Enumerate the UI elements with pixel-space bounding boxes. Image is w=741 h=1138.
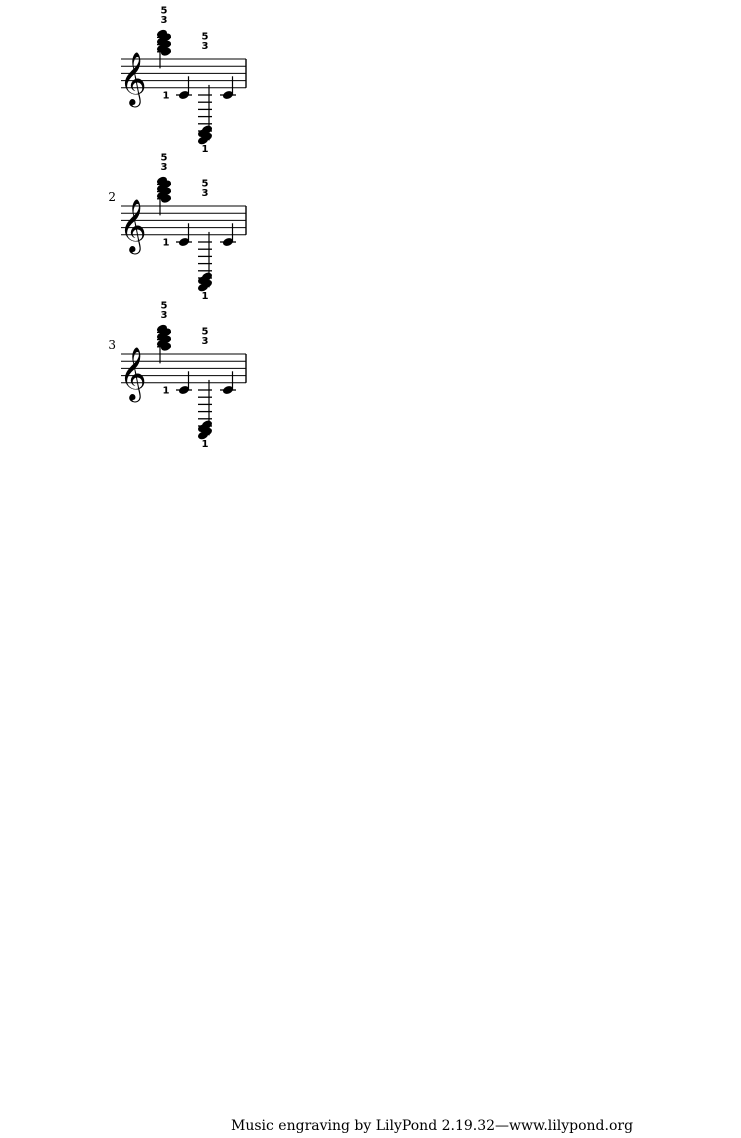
fingering: 3 — [160, 15, 168, 26]
fingering: 5 — [160, 300, 168, 312]
staff-system — [108, 301, 246, 450]
fingering: 1 — [162, 385, 170, 397]
fingering: 3 — [160, 162, 168, 173]
fingering: 5 — [201, 326, 209, 338]
fingering: 3 — [201, 335, 209, 347]
fingering: 3 — [201, 40, 209, 52]
staff-system — [119, 6, 246, 155]
engraving-credit: Music engraving by LilyPond 2.19.32—www.lilypond.org — [231, 1118, 634, 1134]
fingering: 1 — [162, 237, 170, 249]
fingering: 3 — [160, 310, 168, 321]
fingering: 3 — [201, 187, 209, 199]
fingering: 1 — [201, 438, 209, 450]
fingering: 5 — [201, 178, 209, 190]
fingering: 1 — [201, 290, 209, 302]
staff-system — [108, 153, 246, 302]
system-number: 2 — [108, 190, 116, 204]
treble-clef: 𝄞 — [119, 50, 147, 105]
treble-clef: 𝄞 — [119, 197, 147, 252]
fingering: 1 — [201, 143, 209, 155]
system-number: 3 — [108, 338, 116, 352]
treble-clef: 𝄞 — [119, 345, 147, 400]
fingering: 5 — [160, 5, 168, 17]
fingering: 5 — [201, 31, 209, 43]
fingering: 1 — [162, 90, 170, 102]
fingering: 5 — [160, 152, 168, 164]
